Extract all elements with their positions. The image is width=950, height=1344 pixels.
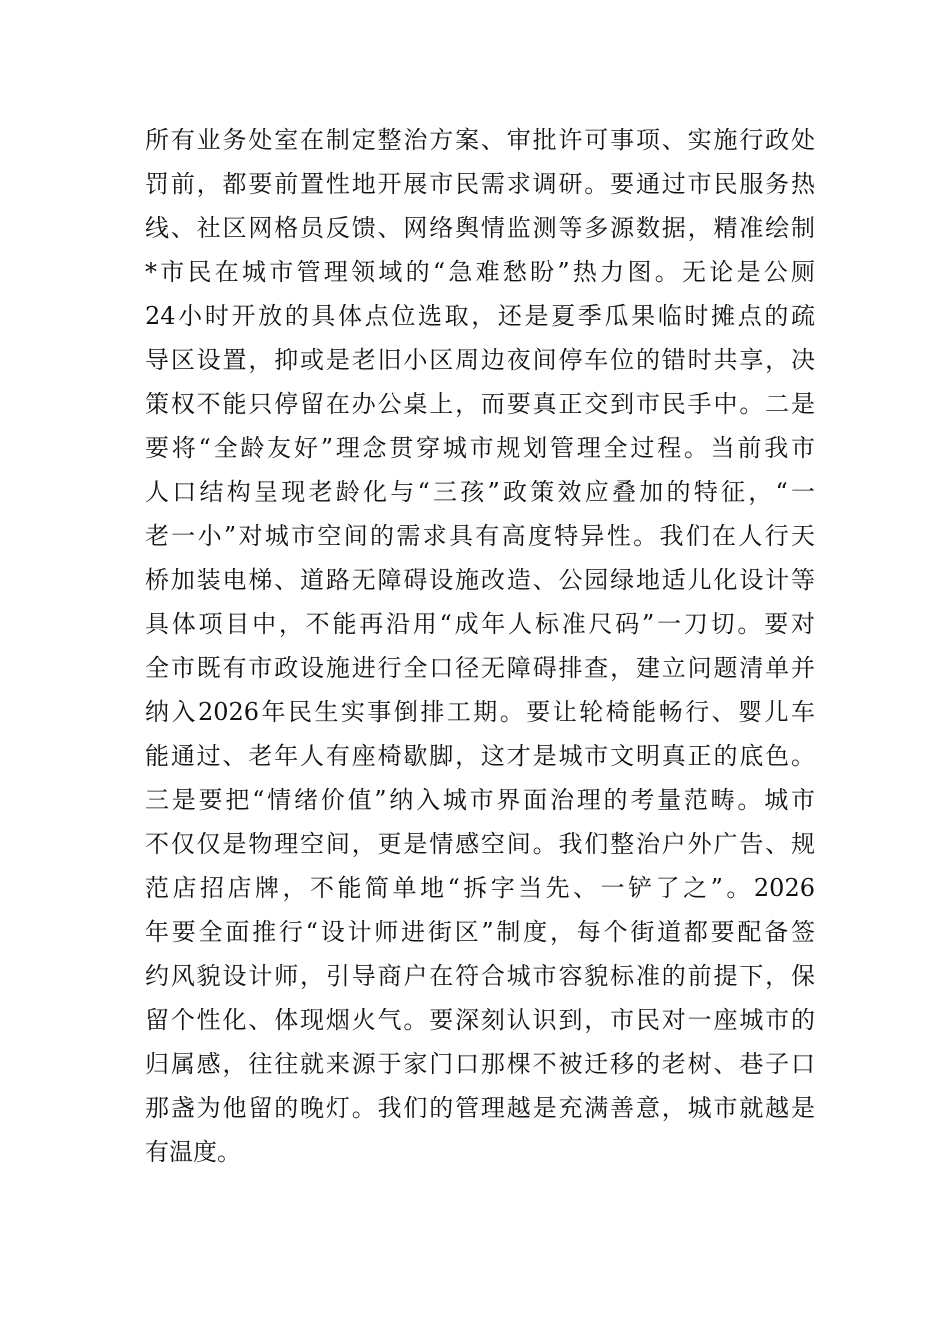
text-line-3: 线、社区网格员反馈、网络舆情监测等多源数据，精准绘制 (145, 214, 815, 242)
text-line-24: 有温度。 (145, 1138, 241, 1166)
text-line-14: 纳入2026年民生实事倒排工期。要让轮椅能畅行、婴儿车 (145, 698, 815, 726)
text-line-18: 范店招店牌，不能简单地“拆字当先、一铲了之”。2026 (145, 874, 815, 902)
text-line-11: 桥加装电梯、道路无障碍设施改造、公园绿地适儿化设计等 (145, 566, 815, 594)
text-line-8: 要将“全龄友好”理念贯穿城市规划管理全过程。当前我市 (145, 434, 815, 462)
text-line-13: 全市既有市政设施进行全口径无障碍排查，建立问题清单并 (145, 654, 815, 682)
text-line-16: 三是要把“情绪价值”纳入城市界面治理的考量范畴。城市 (145, 786, 815, 814)
text-line-6: 导区设置，抑或是老旧小区周边夜间停车位的错时共享，决 (145, 346, 815, 374)
text-line-19: 年要全面推行“设计师进街区”制度，每个街道都要配备签 (145, 918, 815, 946)
text-line-20: 约风貌设计师，引导商户在符合城市容貌标准的前提下，保 (145, 962, 815, 990)
text-line-2: 罚前，都要前置性地开展市民需求调研。要通过市民服务热 (145, 170, 815, 198)
text-line-17: 不仅仅是物理空间，更是情感空间。我们整治户外广告、规 (145, 830, 815, 858)
text-line-15: 能通过、老年人有座椅歇脚，这才是城市文明真正的底色。 (145, 742, 815, 770)
text-line-7: 策权不能只停留在办公桌上，而要真正交到市民手中。二是 (145, 390, 815, 418)
text-line-21: 留个性化、体现烟火气。要深刻认识到，市民对一座城市的 (145, 1006, 815, 1034)
text-line-1: 所有业务处室在制定整治方案、审批许可事项、实施行政处 (145, 126, 815, 154)
text-line-4: *市民在城市管理领域的“急难愁盼”热力图。无论是公厕 (145, 258, 815, 286)
text-line-12: 具体项目中，不能再沿用“成年人标准尺码”一刀切。要对 (145, 610, 815, 638)
text-line-9: 人口结构呈现老龄化与“三孩”政策效应叠加的特征，“一 (145, 478, 815, 506)
body-paragraph (145, 118, 815, 1174)
text-line-5: 24小时开放的具体点位选取，还是夏季瓜果临时摊点的疏 (145, 302, 815, 330)
text-line-10: 老一小”对城市空间的需求具有高度特异性。我们在人行天 (145, 522, 815, 550)
text-line-22: 归属感，往往就来源于家门口那棵不被迁移的老树、巷子口 (145, 1050, 815, 1078)
text-line-23: 那盏为他留的晚灯。我们的管理越是充满善意，城市就越是 (145, 1094, 815, 1122)
